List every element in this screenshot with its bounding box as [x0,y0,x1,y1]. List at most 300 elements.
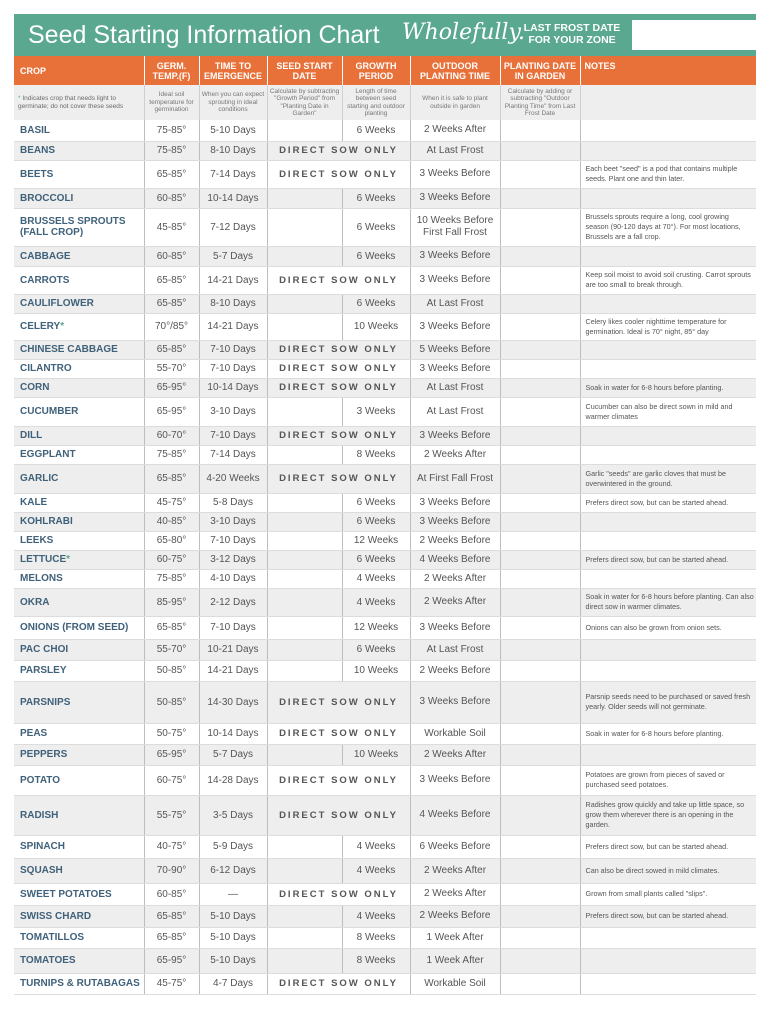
seed-start-date [267,397,342,426]
crop-notes: Grown from small plants called "slips". [580,883,756,905]
time-to-emergence: 14-30 Days [199,681,267,723]
time-to-emergence: 5-10 Days [199,927,267,948]
page-title: Seed Starting Information Chart [28,21,380,49]
outdoor-planting-time: 3 Weeks Before [410,512,500,531]
growth-period: 4 Weeks [342,905,410,927]
crop-name-cell [14,616,144,639]
crop-row [14,378,756,397]
germ-temp: 60-85° [144,188,199,208]
crop-name-cell [14,294,144,313]
column-description-row [14,85,756,120]
crop-name: PEPPERS [20,749,68,760]
crop-name: LETTUCE [20,554,67,565]
crop-name-cell [14,744,144,765]
time-to-emergence: — [199,883,267,905]
crop-notes [580,188,756,208]
seed-start-date [267,246,342,266]
direct-sow-only: DIRECT SOW ONLY [267,266,410,294]
crop-name-cell [14,681,144,723]
planting-date-in-garden [500,905,580,927]
crop-name: CILANTRO [20,363,72,374]
germ-temp: 75-85° [144,569,199,588]
crop-name-cell [14,531,144,550]
outdoor-planting-time: Workable Soil [410,723,500,744]
crop-name: POTATO [20,774,60,786]
germ-temp: 45-75° [144,493,199,512]
outdoor-planting-time: At Last Frost [410,378,500,397]
crop-name-cell [14,464,144,493]
germ-temp: 75-85° [144,445,199,464]
time-to-emergence: 14-21 Days [199,266,267,294]
time-to-emergence: 7-10 Days [199,340,267,359]
col-header-planting-date: PLANTING DATE IN GARDEN [500,56,580,85]
growth-period: 8 Weeks [342,948,410,973]
germ-temp: 50-85° [144,660,199,681]
time-to-emergence: 7-12 Days [199,208,267,246]
crop-row [14,493,756,512]
crop-name: DILL [20,430,43,441]
crop-row [14,973,756,994]
germ-temp: 65-95° [144,948,199,973]
crop-notes: Celery likes cooler nighttime temperature for germination. Ideal is 70° night, 85° day [580,313,756,340]
planting-date-in-garden [500,246,580,266]
crop-rows [14,120,756,994]
direct-sow-only: DIRECT SOW ONLY [267,765,410,795]
growth-period: 6 Weeks [342,639,410,660]
planting-date-in-garden [500,464,580,493]
direct-sow-only: DIRECT SOW ONLY [267,681,410,723]
planting-date-in-garden [500,639,580,660]
time-to-emergence: 4-10 Days [199,569,267,588]
outdoor-planting-time: 6 Weeks Before [410,835,500,858]
crop-name-cell [14,660,144,681]
outdoor-planting-time: At Last Frost [410,639,500,660]
crop-row [14,464,756,493]
seed-start-date [267,616,342,639]
planting-date-in-garden [500,141,580,160]
germ-temp: 40-85° [144,512,199,531]
crop-notes [580,426,756,445]
germ-temp: 65-95° [144,378,199,397]
time-to-emergence: 5-7 Days [199,744,267,765]
germ-temp: 60-70° [144,426,199,445]
crop-notes: Parsnip seeds need to be purchased or saved fresh yearly. Older seeds will not germinate. [580,681,756,723]
col-desc-outdoor: When it is safe to plant outside in garden [410,85,500,120]
crop-notes: Cucumber can also be direct sown in mild and warmer climates [580,397,756,426]
crop-name: GARLIC [20,473,59,484]
planting-date-in-garden [500,313,580,340]
time-to-emergence: 7-14 Days [199,160,267,188]
col-header-notes: NOTES [580,56,756,85]
needs-light-marker: * [60,321,65,332]
outdoor-planting-time: 2 Weeks After [410,883,500,905]
growth-period: 6 Weeks [342,493,410,512]
crop-row [14,359,756,378]
crop-row [14,948,756,973]
crop-name: CARROTS [20,274,70,286]
crop-name-cell [14,120,144,141]
time-to-emergence: 14-28 Days [199,765,267,795]
time-to-emergence: 14-21 Days [199,660,267,681]
time-to-emergence: 4-20 Weeks [199,464,267,493]
seed-start-date [267,927,342,948]
crop-name-cell [14,973,144,994]
germ-temp: 50-85° [144,681,199,723]
crop-notes [580,948,756,973]
crop-notes [580,445,756,464]
crop-notes: Can also be direct sowed in mild climates. [580,858,756,883]
outdoor-planting-time: 3 Weeks Before [410,266,500,294]
growth-period: 6 Weeks [342,188,410,208]
crop-notes [580,639,756,660]
planting-date-in-garden [500,378,580,397]
outdoor-planting-time: 2 Weeks After [410,569,500,588]
seed-start-date [267,660,342,681]
outdoor-planting-time: 3 Weeks Before [410,359,500,378]
crop-name-cell [14,141,144,160]
time-to-emergence: 6-12 Days [199,858,267,883]
outdoor-planting-time: 2 Weeks After [410,120,500,141]
crop-notes [580,359,756,378]
planting-date-in-garden [500,188,580,208]
crop-row [14,141,756,160]
planting-date-in-garden [500,493,580,512]
germ-temp: 65-85° [144,464,199,493]
outdoor-planting-time: 3 Weeks Before [410,313,500,340]
time-to-emergence: 5-10 Days [199,948,267,973]
growth-period: 10 Weeks [342,744,410,765]
outdoor-planting-time: At First Fall Frost [410,464,500,493]
crop-notes [580,973,756,994]
germ-temp: 70°/85° [144,313,199,340]
crop-name: SQUASH [20,865,63,876]
crop-row [14,795,756,835]
crop-row [14,681,756,723]
crop-name: PARSLEY [20,665,67,676]
time-to-emergence: 10-21 Days [199,639,267,660]
crop-name-cell [14,445,144,464]
planting-date-in-garden [500,120,580,141]
crop-row [14,426,756,445]
legend-note [14,85,144,120]
crop-row [14,246,756,266]
crop-name-cell [14,266,144,294]
seed-start-date [267,493,342,512]
planting-date-in-garden [500,616,580,639]
crop-name: BEANS [20,145,56,156]
outdoor-planting-time: 4 Weeks Before [410,550,500,569]
crop-row [14,512,756,531]
direct-sow-only: DIRECT SOW ONLY [267,795,410,835]
crop-name-cell [14,639,144,660]
growth-period: 4 Weeks [342,569,410,588]
crop-name-cell [14,883,144,905]
direct-sow-only: DIRECT SOW ONLY [267,160,410,188]
crop-name-cell [14,397,144,426]
germ-temp: 65-85° [144,160,199,188]
crop-name-cell [14,858,144,883]
crop-notes [580,569,756,588]
outdoor-planting-time: 10 Weeks Before First Fall Frost [410,208,500,246]
crop-notes: Prefers direct sow, but can be started ahead. [580,493,756,512]
outdoor-planting-time: 3 Weeks Before [410,765,500,795]
direct-sow-only: DIRECT SOW ONLY [267,464,410,493]
planting-date-in-garden [500,208,580,246]
time-to-emergence: 7-10 Days [199,531,267,550]
outdoor-planting-time: 3 Weeks Before [410,681,500,723]
direct-sow-only: DIRECT SOW ONLY [267,723,410,744]
crop-name: BEETS [20,168,54,180]
growth-period: 6 Weeks [342,294,410,313]
crop-row [14,569,756,588]
crop-name-cell [14,313,144,340]
germ-temp: 45-75° [144,973,199,994]
germ-temp: 65-95° [144,397,199,426]
time-to-emergence: 5-10 Days [199,905,267,927]
crop-name-cell [14,927,144,948]
germ-temp: 60-85° [144,883,199,905]
crop-name: ONIONS (FROM SEED) [20,622,129,633]
crop-notes: Potatoes are grown from pieces of saved or purchased seed potatoes. [580,765,756,795]
crop-row [14,858,756,883]
outdoor-planting-time: At Last Frost [410,294,500,313]
time-to-emergence: 5-9 Days [199,835,267,858]
crop-name-cell [14,493,144,512]
column-header-row [14,56,756,85]
growth-period: 4 Weeks [342,835,410,858]
germ-temp: 65-85° [144,340,199,359]
crop-row [14,188,756,208]
outdoor-planting-time: 3 Weeks Before [410,188,500,208]
crop-row [14,294,756,313]
brand-logo: Wholefully. [402,20,525,45]
frost-date-label: LAST FROST DATE FOR YOUR ZONE [523,22,621,46]
crop-name: RADISH [20,809,59,821]
planting-date-in-garden [500,426,580,445]
crop-name-cell [14,588,144,616]
direct-sow-only: DIRECT SOW ONLY [267,883,410,905]
growth-period: 4 Weeks [342,858,410,883]
col-desc-growth: Length of time between seed starting and outdoor planting [342,85,410,120]
outdoor-planting-time: 3 Weeks Before [410,493,500,512]
time-to-emergence: 10-14 Days [199,188,267,208]
outdoor-planting-time: 3 Weeks Before [410,246,500,266]
growth-period: 8 Weeks [342,927,410,948]
germ-temp: 65-85° [144,905,199,927]
col-header-outdoor: OUTDOOR PLANTING TIME [410,56,500,85]
outdoor-planting-time: 3 Weeks Before [410,616,500,639]
crop-name-cell [14,550,144,569]
time-to-emergence: 8-10 Days [199,294,267,313]
crop-notes: Soak in water for 6-8 hours before planting. [580,723,756,744]
planting-date-in-garden [500,550,580,569]
germ-temp: 65-85° [144,616,199,639]
crop-name: TOMATILLOS [20,932,85,943]
time-to-emergence: 7-14 Days [199,445,267,464]
crop-name: SWEET POTATOES [20,888,112,900]
crop-name: KOHLRABI [20,516,73,527]
seed-start-date [267,208,342,246]
planting-date-in-garden [500,160,580,188]
time-to-emergence: 4-7 Days [199,973,267,994]
germ-temp: 75-85° [144,141,199,160]
crop-notes [580,660,756,681]
crop-notes [580,512,756,531]
planting-date-in-garden [500,445,580,464]
crop-name: EGGPLANT [20,449,76,460]
germ-temp: 60-85° [144,246,199,266]
crop-row [14,397,756,426]
direct-sow-only: DIRECT SOW ONLY [267,359,410,378]
time-to-emergence: 3-12 Days [199,550,267,569]
crop-row [14,340,756,359]
crop-notes: Prefers direct sow, but can be started ahead. [580,550,756,569]
seed-start-date [267,531,342,550]
planting-date-in-garden [500,795,580,835]
time-to-emergence: 3-5 Days [199,795,267,835]
crop-row [14,660,756,681]
seed-start-date [267,294,342,313]
crop-row [14,639,756,660]
crop-name: BRUSSELS SPROUTS (FALL CROP) [20,216,126,238]
planting-date-in-garden [500,835,580,858]
direct-sow-only: DIRECT SOW ONLY [267,378,410,397]
crop-name: CELERY [20,321,61,332]
planting-date-in-garden [500,927,580,948]
planting-date-in-garden [500,340,580,359]
crop-row [14,835,756,858]
crop-notes [580,141,756,160]
col-desc-planting-date: Calculate by adding or subtracting "Outdoor Planting Time" from Last Frost Date [500,85,580,120]
col-desc-start-date: Calculate by subtracting "Growth Period" from "Planting Date in Garden" [267,85,342,120]
col-desc-temp: Ideal soil temperature for germination [144,85,199,120]
crop-name: CORN [20,382,50,393]
crop-row [14,120,756,141]
outdoor-planting-time: 2 Weeks After [410,445,500,464]
seed-start-date [267,550,342,569]
planting-date-in-garden [500,660,580,681]
seed-start-date [267,905,342,927]
germ-temp: 60-75° [144,765,199,795]
germ-temp: 65-85° [144,266,199,294]
crop-name: MELONS [20,573,63,584]
growth-period: 4 Weeks [342,588,410,616]
seed-start-date [267,639,342,660]
crop-row [14,927,756,948]
germ-temp: 55-70° [144,639,199,660]
crop-name: BROCCOLI [20,192,74,204]
crop-name-cell [14,835,144,858]
germ-temp: 85-95° [144,588,199,616]
seed-start-date [267,835,342,858]
growth-period: 10 Weeks [342,313,410,340]
seed-start-date [267,858,342,883]
crop-name: SWISS CHARD [20,910,92,922]
seed-start-date [267,120,342,141]
col-desc-notes [580,85,756,120]
germ-temp: 65-85° [144,927,199,948]
planting-date-in-garden [500,531,580,550]
outdoor-planting-time: 2 Weeks After [410,744,500,765]
germ-temp: 55-70° [144,359,199,378]
crop-name-cell [14,378,144,397]
crop-name: PEAS [20,728,48,739]
germ-temp: 60-75° [144,550,199,569]
crop-name: PARSNIPS [20,696,71,708]
col-desc-emergence: When you can expect sprouting in ideal conditions [199,85,267,120]
germ-temp: 40-75° [144,835,199,858]
crop-name: KALE [20,497,48,508]
crop-notes [580,744,756,765]
growth-period: 8 Weeks [342,445,410,464]
crop-name-cell [14,569,144,588]
crop-row [14,550,756,569]
col-header-crop: CROP [14,56,144,85]
col-header-growth: GROWTH PERIOD [342,56,410,85]
legend-star: * [18,95,21,102]
crop-name: OKRA [20,596,50,608]
planting-date-in-garden [500,723,580,744]
seed-start-date [267,188,342,208]
crop-row [14,744,756,765]
crop-name-cell [14,948,144,973]
planting-date-in-garden [500,744,580,765]
crop-name: TOMATOES [20,955,76,966]
outdoor-planting-time: 5 Weeks Before [410,340,500,359]
crop-notes: Soak in water for 6-8 hours before planting. [580,378,756,397]
time-to-emergence: 7-10 Days [199,616,267,639]
planting-date-in-garden [500,883,580,905]
germ-temp: 65-95° [144,744,199,765]
crop-row [14,313,756,340]
planting-date-in-garden [500,512,580,531]
outdoor-planting-time: At Last Frost [410,141,500,160]
growth-period: 6 Weeks [342,208,410,246]
direct-sow-only: DIRECT SOW ONLY [267,141,410,160]
crop-row [14,883,756,905]
frost-date-field[interactable] [632,20,756,50]
planting-date-in-garden [500,359,580,378]
outdoor-planting-time: 1 Week After [410,948,500,973]
crop-name-cell [14,246,144,266]
germ-temp: 65-80° [144,531,199,550]
outdoor-planting-time: 1 Week After [410,927,500,948]
crop-name: CUCUMBER [20,406,79,417]
crop-name-cell [14,905,144,927]
seed-start-date [267,313,342,340]
crop-row [14,905,756,927]
crop-row [14,531,756,550]
crop-row [14,765,756,795]
time-to-emergence: 5-10 Days [199,120,267,141]
seed-start-date [267,445,342,464]
crop-name: LEEKS [20,535,54,546]
germ-temp: 45-85° [144,208,199,246]
outdoor-planting-time: At Last Frost [410,397,500,426]
crop-notes: Keep soil moist to avoid soil crusting. Carrot sprouts are too small to break through. [580,266,756,294]
outdoor-planting-time: 4 Weeks Before [410,795,500,835]
seed-start-date [267,948,342,973]
direct-sow-only: DIRECT SOW ONLY [267,426,410,445]
seed-start-date [267,588,342,616]
crop-notes: Brussels sprouts require a long, cool growing season (90-120 days at 70°). For most locations, Brussels are a fall crop. [580,208,756,246]
germ-temp: 75-85° [144,120,199,141]
crop-notes: Prefers direct sow, but can be started ahead. [580,905,756,927]
crop-row [14,266,756,294]
time-to-emergence: 5-8 Days [199,493,267,512]
time-to-emergence: 14-21 Days [199,313,267,340]
time-to-emergence: 3-10 Days [199,397,267,426]
